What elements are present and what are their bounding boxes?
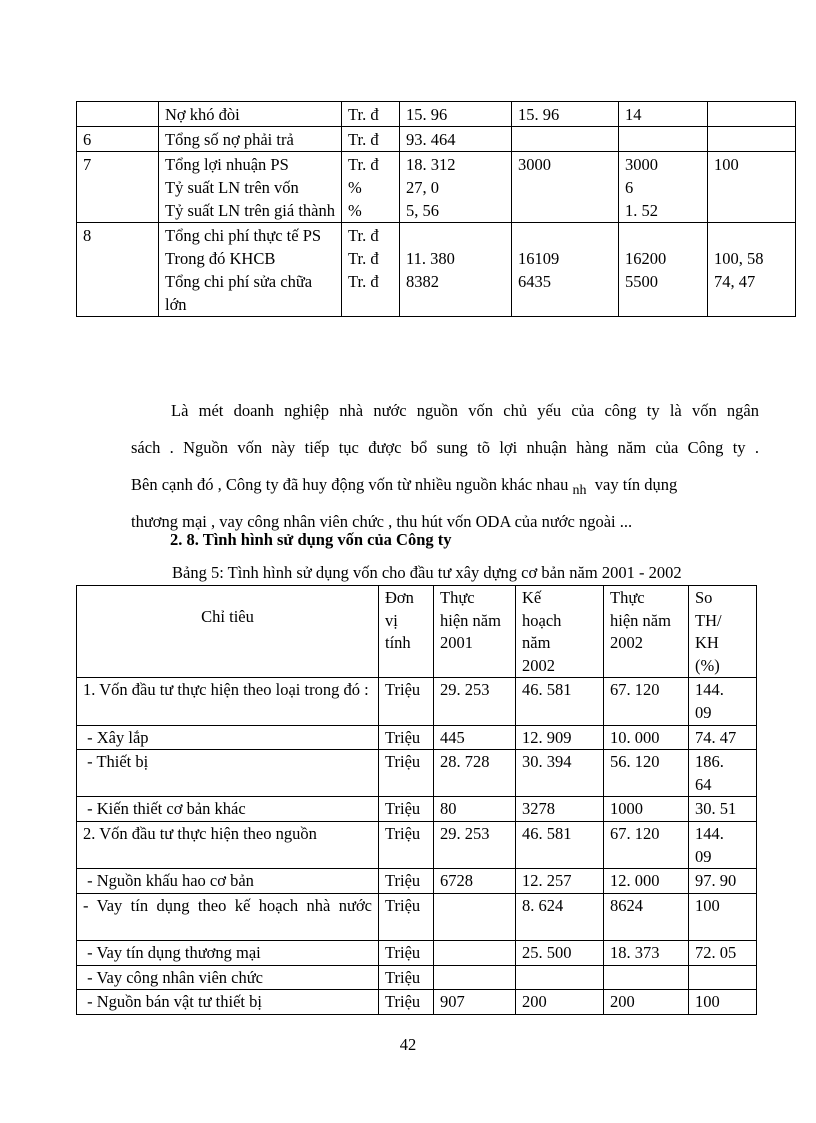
row-unit: Tr. đ Tr. đ Tr. đ [342, 223, 400, 317]
financial-summary-table [76, 101, 796, 317]
paragraph-subscript: nh [572, 483, 587, 498]
row-plan-2002: 46. 581 [516, 678, 604, 725]
row-value [512, 127, 619, 152]
row-value: 100, 58 74, 47 [708, 223, 796, 317]
row-unit: Triệu [379, 797, 434, 822]
table-row [77, 127, 796, 152]
row-value: 16109 6435 [512, 223, 619, 317]
row-actual-2002: 200 [604, 990, 689, 1015]
table-row [77, 102, 796, 127]
row-actual-2001: 80 [434, 797, 516, 822]
row-no: 7 [77, 152, 159, 223]
row-value [708, 102, 796, 127]
row-actual-2002: 10. 000 [604, 725, 689, 750]
row-ratio: 30. 51 [689, 797, 757, 822]
row-unit: Triệu [379, 725, 434, 750]
table-row [77, 990, 757, 1015]
row-value: 93. 464 [400, 127, 512, 152]
paragraph-line-3a: Bên cạnh đó , Công ty đã huy động vốn từ nhiều nguồn khác nhau [131, 475, 569, 494]
row-value: 15. 96 [512, 102, 619, 127]
paragraph-line: thương mại , vay công nhân viên chức , thu hút vốn ODA của nước ngoài ... [131, 512, 633, 531]
row-ratio: 144. 09 [689, 678, 757, 725]
row-value: 3000 [512, 152, 619, 223]
row-actual-2002: 1000 [604, 797, 689, 822]
row-unit: Triệu [379, 893, 434, 940]
row-actual-2002: 67. 120 [604, 821, 689, 868]
row-unit: Tr. đ [342, 102, 400, 127]
row-name: Tổng lợi nhuận PS Tỷ suất LN trên vốn Tỷ suất LN trên giá thành [159, 152, 342, 223]
row-no [77, 102, 159, 127]
row-ratio: 100 [689, 893, 757, 940]
row-unit: Triệu [379, 821, 434, 868]
header-actual-2001: Thực hiện năm 2001 [434, 586, 516, 678]
row-plan-2002 [516, 965, 604, 990]
page-number: 42 [399, 1035, 417, 1054]
table-row [77, 869, 757, 894]
row-ratio: 72. 05 [689, 940, 757, 965]
row-unit: Triệu [379, 990, 434, 1015]
row-value [619, 127, 708, 152]
table-row [77, 725, 757, 750]
row-no: 8 [77, 223, 159, 317]
row-unit: Tr. đ % % [342, 152, 400, 223]
row-actual-2002: 12. 000 [604, 869, 689, 894]
row-actual-2001: 6728 [434, 869, 516, 894]
row-plan-2002: 8. 624 [516, 893, 604, 940]
row-name: 1. Vốn đầu tư thực hiện theo loại trong đó : [77, 678, 379, 725]
row-ratio: 74. 47 [689, 725, 757, 750]
row-name: - Vay tín dụng thương mại [77, 940, 379, 965]
row-plan-2002: 25. 500 [516, 940, 604, 965]
row-name: - Thiết bị [77, 750, 379, 797]
table-row [77, 223, 796, 317]
row-actual-2002: 18. 373 [604, 940, 689, 965]
row-ratio: 100 [689, 990, 757, 1015]
row-value: 18. 312 27, 0 5, 56 [400, 152, 512, 223]
row-actual-2001: 445 [434, 725, 516, 750]
row-actual-2001: 28. 728 [434, 750, 516, 797]
row-name: - Nguồn bán vật tư thiết bị [77, 990, 379, 1015]
section-heading: 2. 8. Tình hình sử dụng vốn của Công ty [170, 530, 452, 549]
row-name: - Vay tín dụng theo kế hoạch nhà nước [77, 893, 379, 940]
row-name: - Kiến thiết cơ bản khác [77, 797, 379, 822]
row-actual-2002: 56. 120 [604, 750, 689, 797]
row-plan-2002: 12. 909 [516, 725, 604, 750]
row-unit: Triệu [379, 750, 434, 797]
row-name: - Nguồn khấu hao cơ bản [77, 869, 379, 894]
row-name: 2. Vốn đầu tư thực hiện theo nguồn [77, 821, 379, 868]
paragraph-line-3 [131, 466, 759, 503]
row-name: Tổng số nợ phải trả [159, 127, 342, 152]
row-ratio: 186. 64 [689, 750, 757, 797]
header-plan-2002: Kế hoạch năm 2002 [516, 586, 604, 678]
row-actual-2001: 29. 253 [434, 821, 516, 868]
row-unit: Tr. đ [342, 127, 400, 152]
table-row [77, 940, 757, 965]
header-indicator: Chỉ tiêu [77, 586, 379, 678]
row-actual-2001 [434, 965, 516, 990]
table-caption: Bảng 5: Tình hình sử dụng vốn cho đầu tư xây dựng cơ bản năm 2001 - 2002 [172, 563, 682, 582]
capital-usage-table [76, 585, 757, 1015]
row-plan-2002: 3278 [516, 797, 604, 822]
row-actual-2001 [434, 893, 516, 940]
row-value: 15. 96 [400, 102, 512, 127]
row-unit: Triệu [379, 940, 434, 965]
row-plan-2002: 46. 581 [516, 821, 604, 868]
paragraph-line-3b: vay tín dụng [594, 475, 678, 494]
row-unit: Triệu [379, 965, 434, 990]
table-row [77, 152, 796, 223]
row-unit: Triệu [379, 678, 434, 725]
row-actual-2002 [604, 965, 689, 990]
row-no: 6 [77, 127, 159, 152]
row-value: 14 [619, 102, 708, 127]
table-row [77, 678, 757, 725]
row-value: 11. 380 8382 [400, 223, 512, 317]
header-actual-2002: Thực hiện năm 2002 [604, 586, 689, 678]
table-row [77, 965, 757, 990]
row-plan-2002: 12. 257 [516, 869, 604, 894]
row-actual-2001 [434, 940, 516, 965]
paragraph-line: sách . Nguồn vốn này tiếp tục được bổ sung tõ lợi nhuận hàng năm của Công ty . [131, 438, 759, 457]
row-ratio: 97. 90 [689, 869, 757, 894]
row-actual-2001: 907 [434, 990, 516, 1015]
table-row [77, 750, 757, 797]
paragraph-line: Là mét doanh nghiệp nhà nước nguồn vốn chủ yếu của công ty là vốn ngân [171, 401, 759, 420]
row-plan-2002: 200 [516, 990, 604, 1015]
row-ratio [689, 965, 757, 990]
row-actual-2002: 8624 [604, 893, 689, 940]
row-actual-2001: 29. 253 [434, 678, 516, 725]
row-value [708, 127, 796, 152]
table-row [77, 893, 757, 940]
row-actual-2002: 67. 120 [604, 678, 689, 725]
row-name: Tổng chi phí thực tế PS Trong đó KHCB Tổng chi phí sửa chữa lớn [159, 223, 342, 317]
row-name: - Xây lắp [77, 725, 379, 750]
body-paragraph [131, 392, 759, 429]
row-ratio: 144. 09 [689, 821, 757, 868]
header-unit: Đơn vị tính [379, 586, 434, 678]
table-row [77, 797, 757, 822]
header-row [77, 586, 757, 678]
row-value: 100 [708, 152, 796, 223]
header-ratio: So TH/ KH (%) [689, 586, 757, 678]
table-row [77, 821, 757, 868]
row-value: 3000 6 1. 52 [619, 152, 708, 223]
body-paragraph-cont [131, 429, 759, 540]
row-unit: Triệu [379, 869, 434, 894]
row-value: 16200 5500 [619, 223, 708, 317]
row-name: - Vay công nhân viên chức [77, 965, 379, 990]
row-name: Nợ khó đòi [159, 102, 342, 127]
row-plan-2002: 30. 394 [516, 750, 604, 797]
